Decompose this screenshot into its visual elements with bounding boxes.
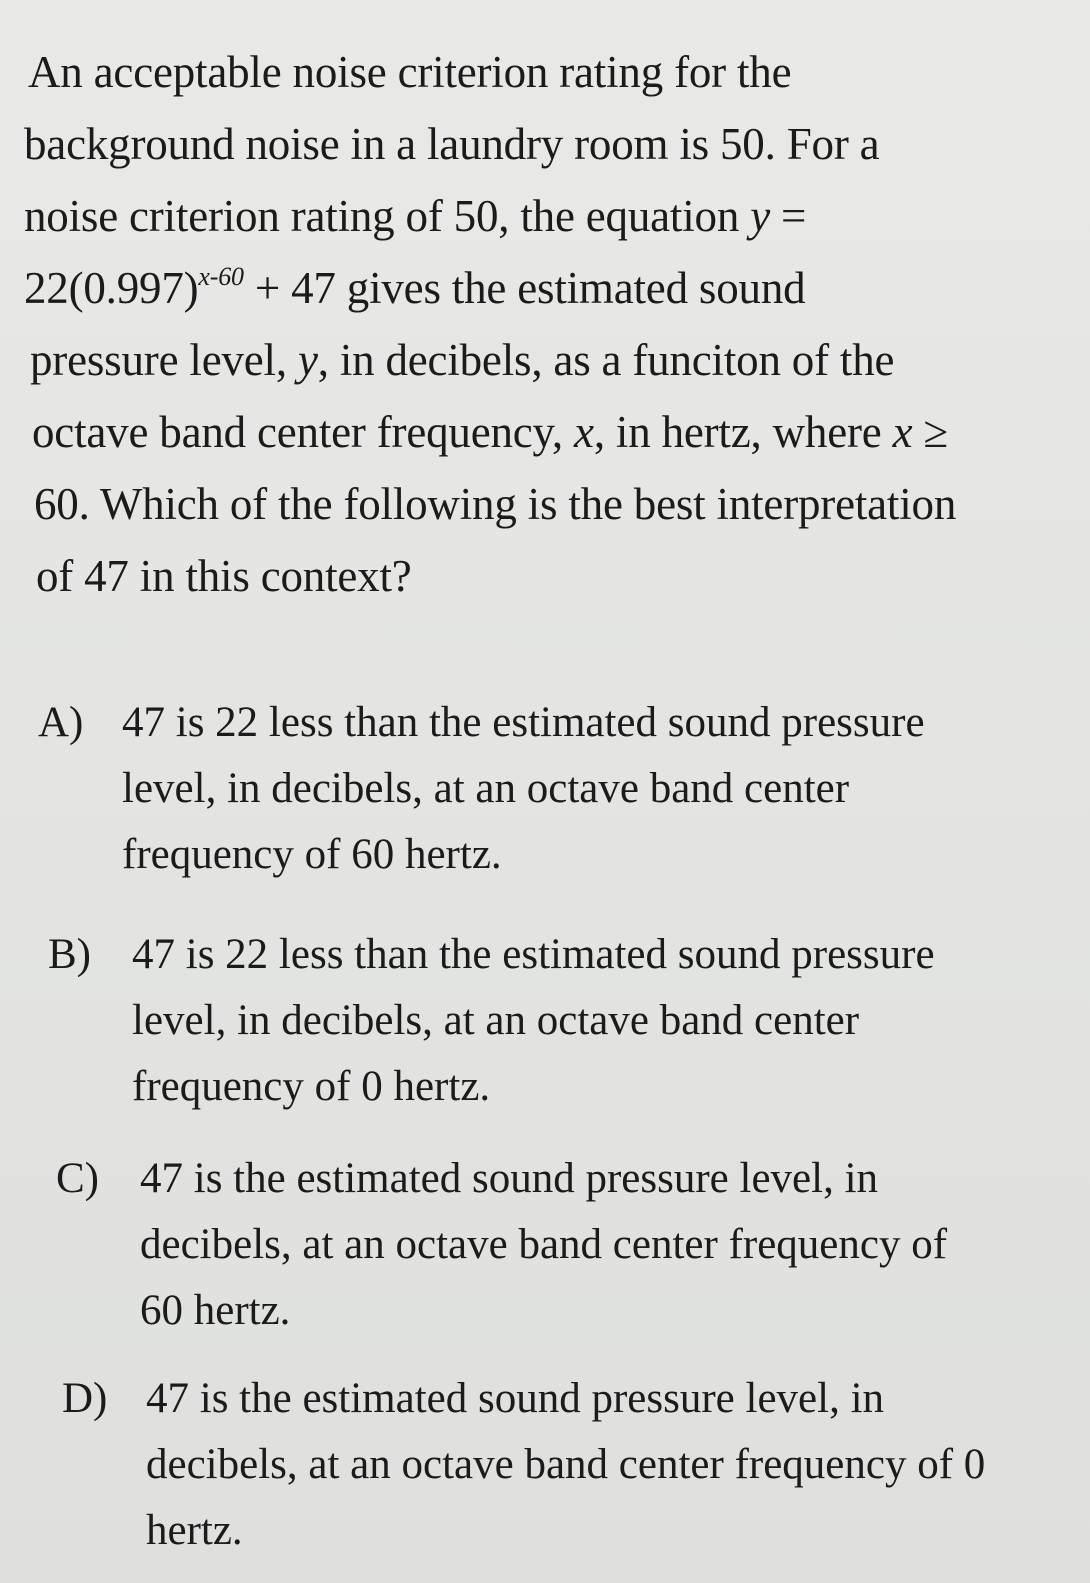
choice-c-line-1: 47 is the estimated sound pressure level, in xyxy=(140,1155,879,1202)
question-line-2: background noise in a laundry room is 50. For a xyxy=(24,119,880,169)
variable-x: x xyxy=(574,407,594,457)
choice-d-line-1: 47 is the estimated sound pressure level, in xyxy=(146,1375,885,1422)
equation-base: 22(0.997) xyxy=(24,263,199,313)
choice-a-line-3: frequency of 60 hertz. xyxy=(122,831,502,878)
variable-y-2: y xyxy=(297,335,318,385)
question-line-6 xyxy=(24,396,1064,468)
question-line-1: An acceptable noise criterion rating for the xyxy=(28,47,792,97)
choice-d-line-3: hertz. xyxy=(146,1507,243,1554)
choice-b-letter: B) xyxy=(48,931,91,978)
question-line-4 xyxy=(24,252,1064,324)
choice-c-line-3: 60 hertz. xyxy=(140,1287,291,1334)
geq-sign: ≥ xyxy=(912,407,948,457)
equation-exponent: x-60 xyxy=(198,262,244,291)
choice-b-line-1: 47 is 22 less than the estimated sound pressure xyxy=(132,931,935,978)
question-line-3 xyxy=(24,180,1064,252)
question-line-5 xyxy=(24,324,1064,396)
choice-b-text xyxy=(132,922,935,1120)
question-line-8: of 47 in this context? xyxy=(36,551,412,601)
choice-d-letter: D) xyxy=(62,1375,108,1422)
choice-a-line-1: 47 is 22 less than the estimated sound pressure xyxy=(122,699,925,746)
choice-a-text xyxy=(122,690,925,888)
equals-sign: = xyxy=(769,191,807,241)
variable-y: y xyxy=(750,191,770,241)
question-line-3-text: noise criterion rating of 50, the equation xyxy=(24,191,751,241)
variable-x-2: x xyxy=(892,407,913,457)
question-stem xyxy=(24,36,1064,612)
question-line-5-rest: , in decibels, as a funciton of the xyxy=(317,335,895,385)
equation-tail: + 47 xyxy=(243,263,347,313)
question-line-4-text: gives the estimated sound xyxy=(346,263,806,313)
choice-c-letter: C) xyxy=(56,1155,99,1202)
choice-b-line-3: frequency of 0 hertz. xyxy=(132,1063,491,1110)
question-line-7: 60. Which of the following is the best interpretation xyxy=(34,479,957,529)
question-line-6-text: octave band center frequency, xyxy=(32,407,575,457)
choice-d-text xyxy=(146,1366,985,1564)
choice-b-line-2: level, in decibels, at an octave band center xyxy=(132,997,860,1044)
choice-c-text xyxy=(140,1146,947,1344)
question-line-5-text: pressure level, xyxy=(30,335,298,385)
choice-d-line-2: decibels, at an octave band center frequency of 0 xyxy=(146,1441,986,1488)
question-line-6-rest: , in hertz, where xyxy=(593,407,893,457)
choice-c-line-2: decibels, at an octave band center frequency of xyxy=(140,1221,948,1268)
choice-a-line-2: level, in decibels, at an octave band center xyxy=(122,765,850,812)
choice-a-letter: A) xyxy=(38,699,84,746)
